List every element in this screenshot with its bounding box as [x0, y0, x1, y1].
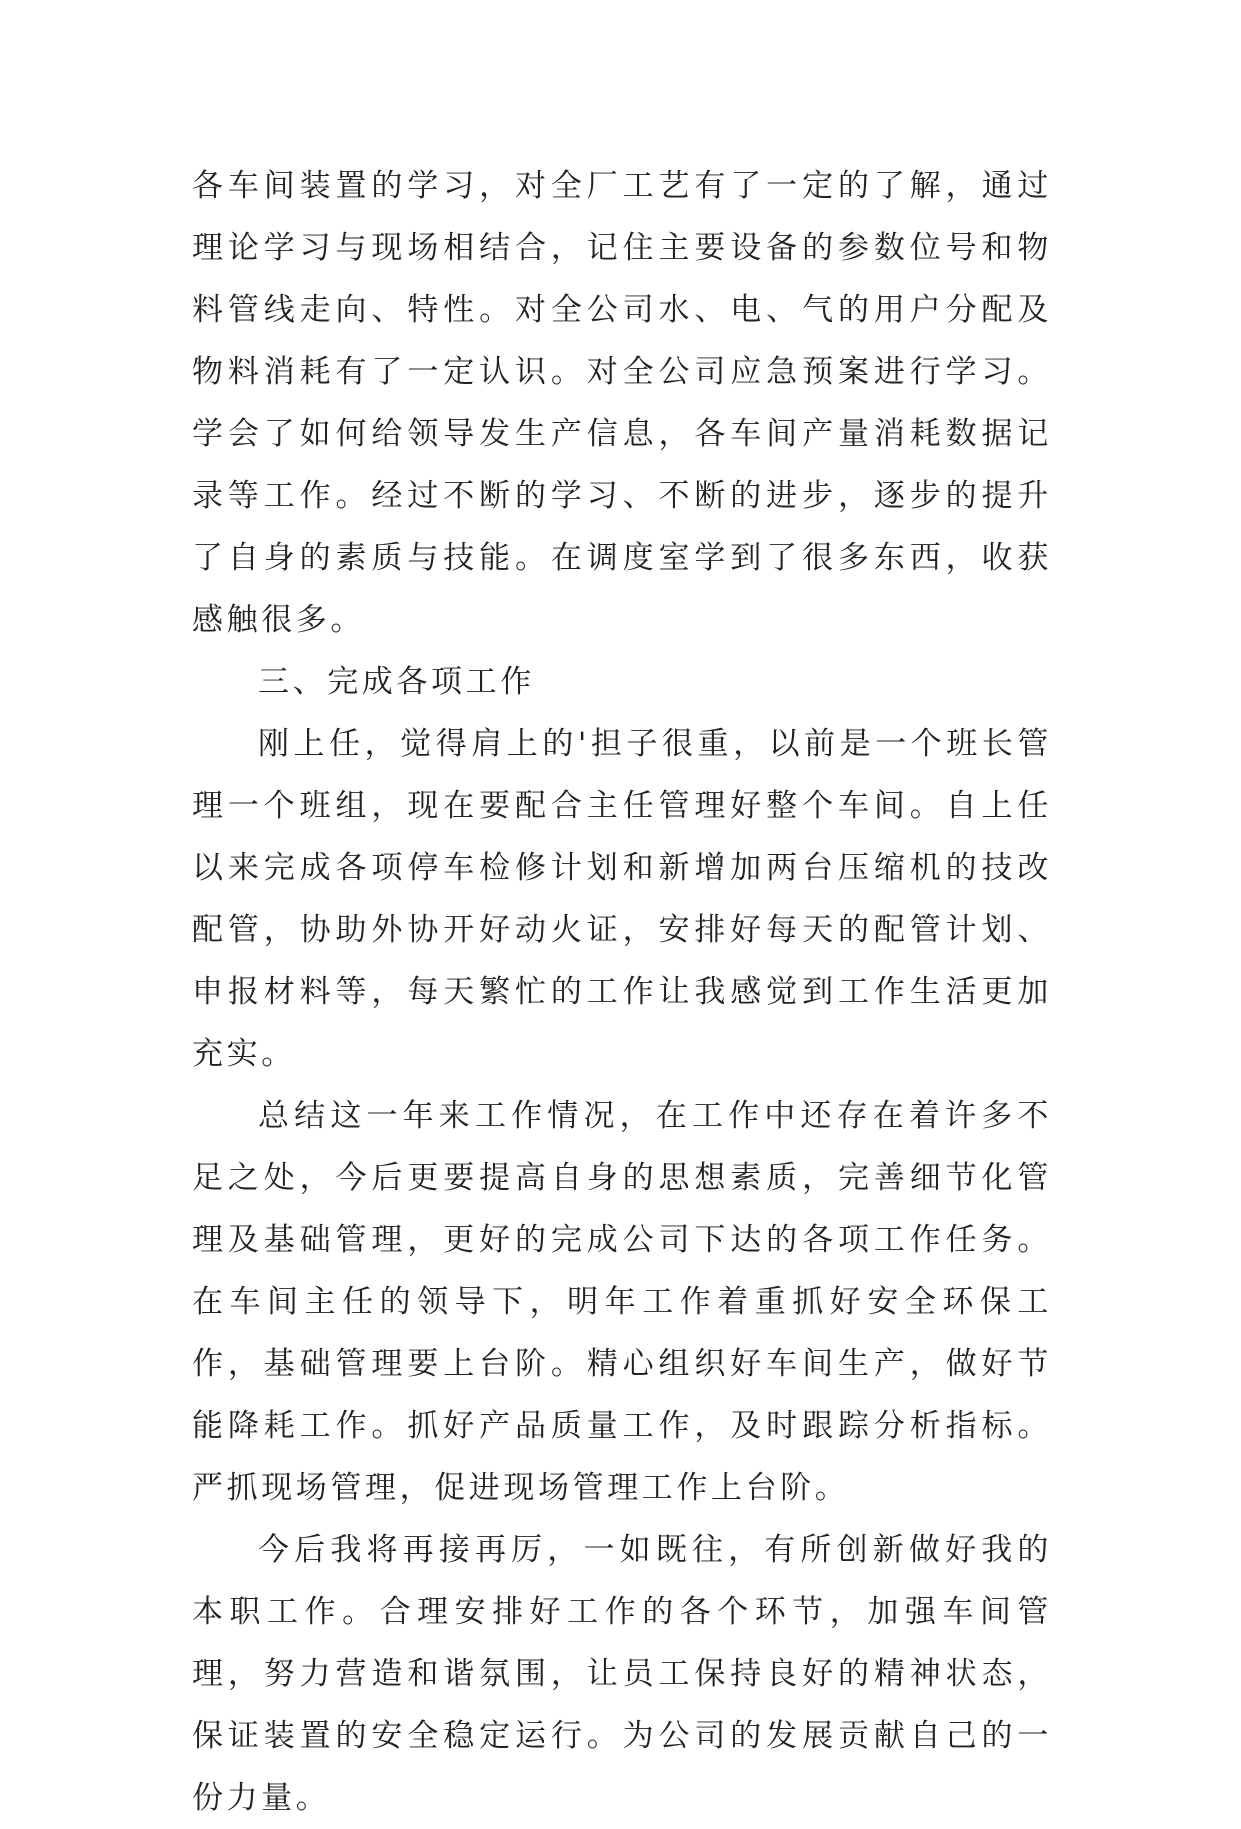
document-body	[192, 155, 1052, 1829]
paragraph-outlook: 今后我将再接再厉，一如既往，有所创新做好我的本职工作。合理安排好工作的各个环节，加强车间管理，努力营造和谐氛围，让员工保持良好的精神状态，保证装置的安全稳定运行。为公司的发展贡献自己的一份力量。	[192, 1532, 1052, 1816]
paragraph-continued: 各车间装置的学习，对全厂工艺有了一定的了解，通过理论学习与现场相结合，记住主要设备的参数位号和物料管线走向、特性。对全公司水、电、气的用户分配及物料消耗有了一定认识。对全公司应急预案进行学习。学会了如何给领导发生产信息，各车间产量消耗数据记录等工作。经过不断的学习、不断的进步，逐步的提升了自身的素质与技能。在调度室学到了很多东西，收获感触很多。	[192, 168, 1052, 638]
section-heading: 三、完成各项工作	[258, 664, 535, 700]
paragraph-summary: 总结这一年来工作情况，在工作中还存在着许多不足之处，今后更要提高自身的思想素质，完善细节化管理及基础管理，更好的完成公司下达的各项工作任务。在车间主任的领导下，明年工作着重抓好安全环保工作，基础管理要上台阶。精心组织好车间生产，做好节能降耗工作。抓好产品质量工作，及时跟踪分析指标。严抓现场管理，促进现场管理工作上台阶。	[192, 1098, 1052, 1506]
paragraph-new-role: 刚上任，觉得肩上的'担子很重，以前是一个班长管理一个班组，现在要配合主任管理好整个车间。自上任以来完成各项停车检修计划和新增加两台压缩机的技改配管，协助外协开好动火证，安排好每天的配管计划、申报材料等，每天繁忙的工作让我感觉到工作生活更加充实。	[192, 726, 1052, 1072]
